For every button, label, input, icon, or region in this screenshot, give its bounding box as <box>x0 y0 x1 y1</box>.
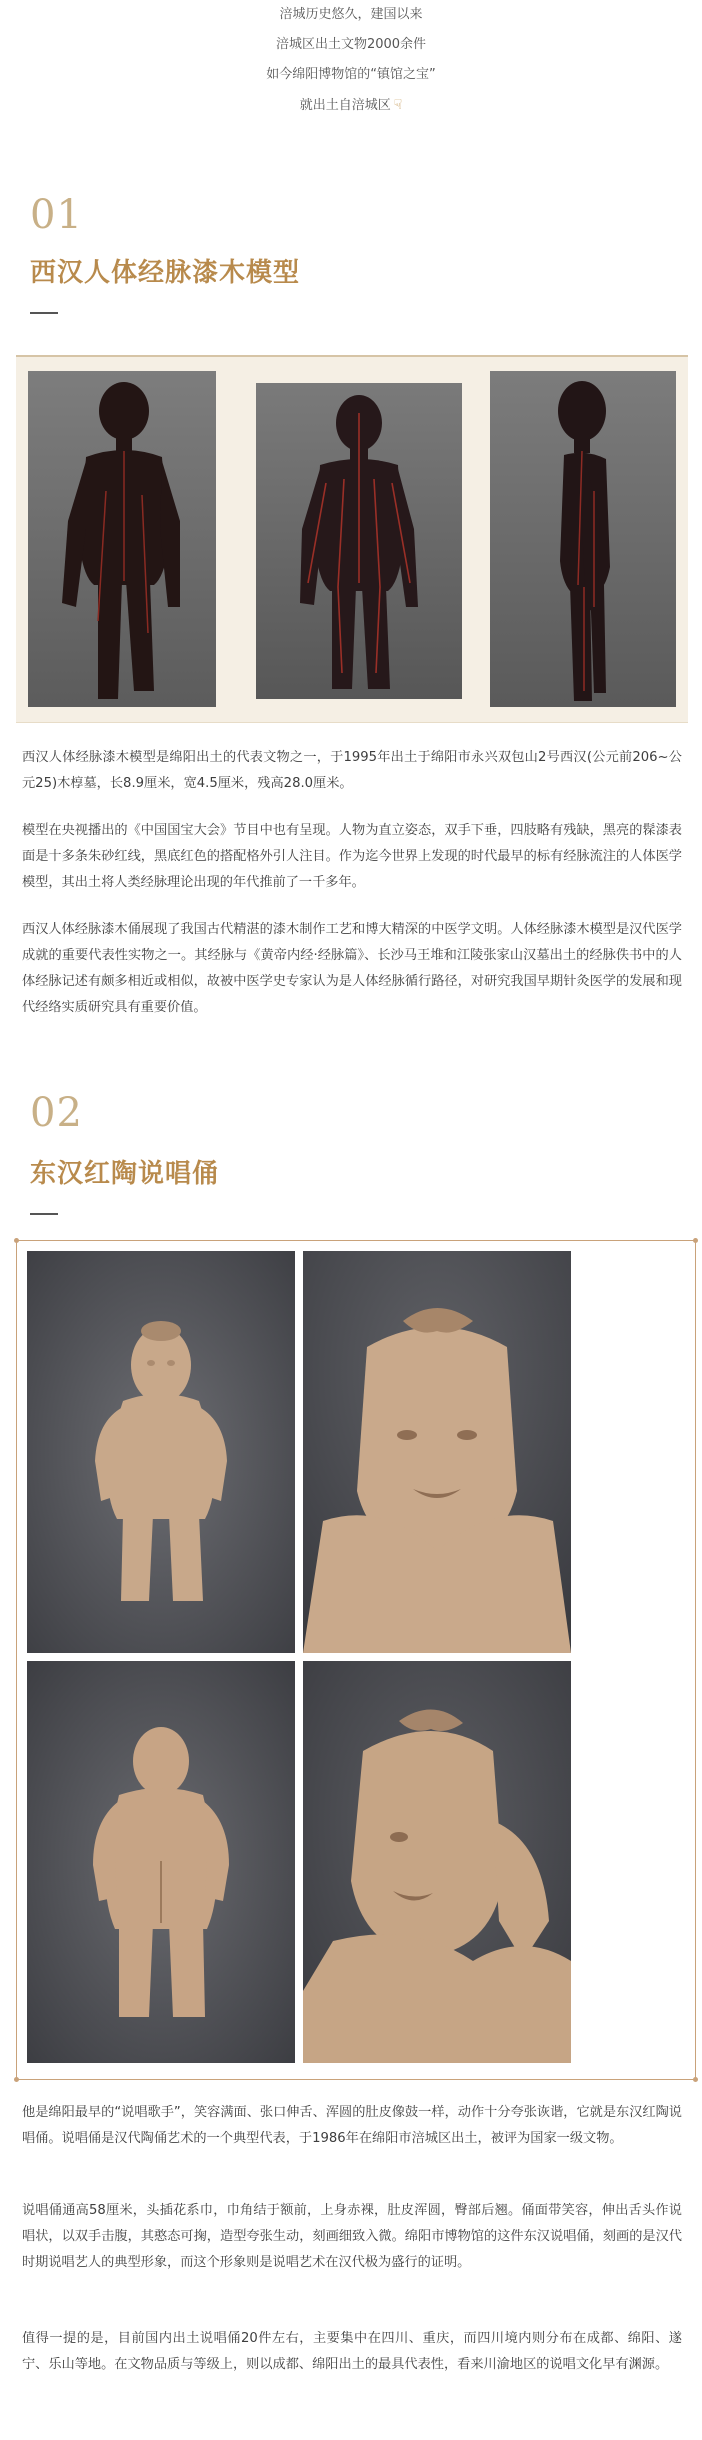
intro-block <box>0 0 702 120</box>
section2-paragraph-2: 说唱俑通高58厘米，头插花系巾，巾角结于额前，上身赤裸，肚皮浑圆，臀部后翘。俑面带笑容，伸出舌头作说唱状，以双手击腹，其憨态可掬，造型夸张生动，刻画细致入微。绵阳市博物馆的这件东汉说唱俑，刻画的是汉代时期说唱艺人的典型形象，而这个形象则是说唱艺术在汉代极为盛行的证明。 <box>22 2203 682 2270</box>
intro-line-4-text: 就出土自涪城区 <box>299 98 391 113</box>
frame-corner-dot <box>14 1238 19 1243</box>
section1-paragraph-2: 模型在央视播出的《中国国宝大会》节目中也有呈现。人物为直立姿态，双手下垂，四肢略有残缺，黑亮的髹漆表面是十多条朱砂红线，黑底红色的搭配格外引人注目。作为迄今世界上发现的时代最早的标有经脉流注的人体医学模型，其出土将人类经脉理论出现的年代推前了一千多年。 <box>22 823 682 890</box>
storyteller-face-closeup-photo <box>303 1251 571 1653</box>
frame-corner-dot <box>693 1238 698 1243</box>
section1-paragraph-3: 西汉人体经脉漆木俑展现了我国古代精湛的漆木制作工艺和博大精深的中医学文明。人体经脉漆木模型是汉代医学成就的重要代表性实物之一。其经脉与《黄帝内经·经脉篇》、长沙马王堆和江陵张家山汉墓出土的经脉佚书中的人体经脉记述有颇多相近或相似，故被中医学史专家认为是人体经脉循行路径，对研究我国早期针灸医学的发展和现代经络实质研究具有重要价值。 <box>22 922 682 1015</box>
frame-corner-dot <box>14 2077 19 2082</box>
frame-corner-dot <box>693 2077 698 2082</box>
storyteller-figure-photo-frame <box>16 1240 696 2080</box>
lacquer-figure-back-photo <box>28 371 216 707</box>
lacquer-figure-front-photo <box>256 383 462 699</box>
section-title-1: 西汉人体经脉漆木模型 <box>30 258 301 288</box>
section2-paragraph-3: 值得一提的是，目前国内出土说唱俑20件左右，主要集中在四川、重庆，而四川境内则分布在成都、绵阳、遂宁、乐山等地。在文物品质与等级上，则以成都、绵阳出土的最具代表性，看来川渝地区的说唱文化早有渊源。 <box>22 2331 682 2372</box>
intro-line-4 <box>0 90 702 120</box>
section-divider-1 <box>30 312 58 314</box>
section2-paragraph-1: 他是绵阳最早的“说唱歌手”，笑容满面、张口伸舌、浑圆的肚皮像鼓一样，动作十分夸张诙谐，它就是东汉红陶说唱俑。说唱俑是汉代陶俑艺术的一个典型代表，于1986年在绵阳市涪城区出土，被评为国家一级文物。 <box>22 2105 682 2146</box>
intro-line-2: 涪城区出土文物2000余件 <box>275 37 427 52</box>
section-divider-2 <box>30 1213 58 1215</box>
section-title-2: 东汉红陶说唱俑 <box>30 1159 220 1189</box>
storyteller-back-photo <box>27 1661 295 2063</box>
storyteller-full-front-photo <box>27 1251 295 1653</box>
pointing-finger-icon: ☟ <box>393 97 403 113</box>
section-number-1: 01 <box>30 192 83 238</box>
lacquer-figure-photo-frame <box>16 355 688 723</box>
section1-paragraph-1: 西汉人体经脉漆木模型是绵阳出土的代表文物之一，于1995年出土于绵阳市永兴双包山2号西汉(公元前206~公元25)木椁墓，长8.9厘米，宽4.5厘米，残高28.0厘米。 <box>22 750 682 791</box>
section-number-2: 02 <box>30 1090 83 1136</box>
intro-line-3: 如今绵阳博物馆的“镇馆之宝” <box>266 67 436 82</box>
lacquer-figure-side-photo <box>490 371 676 707</box>
storyteller-side-closeup-photo <box>303 1661 571 2063</box>
intro-line-1: 涪城历史悠久，建国以来 <box>279 7 423 22</box>
